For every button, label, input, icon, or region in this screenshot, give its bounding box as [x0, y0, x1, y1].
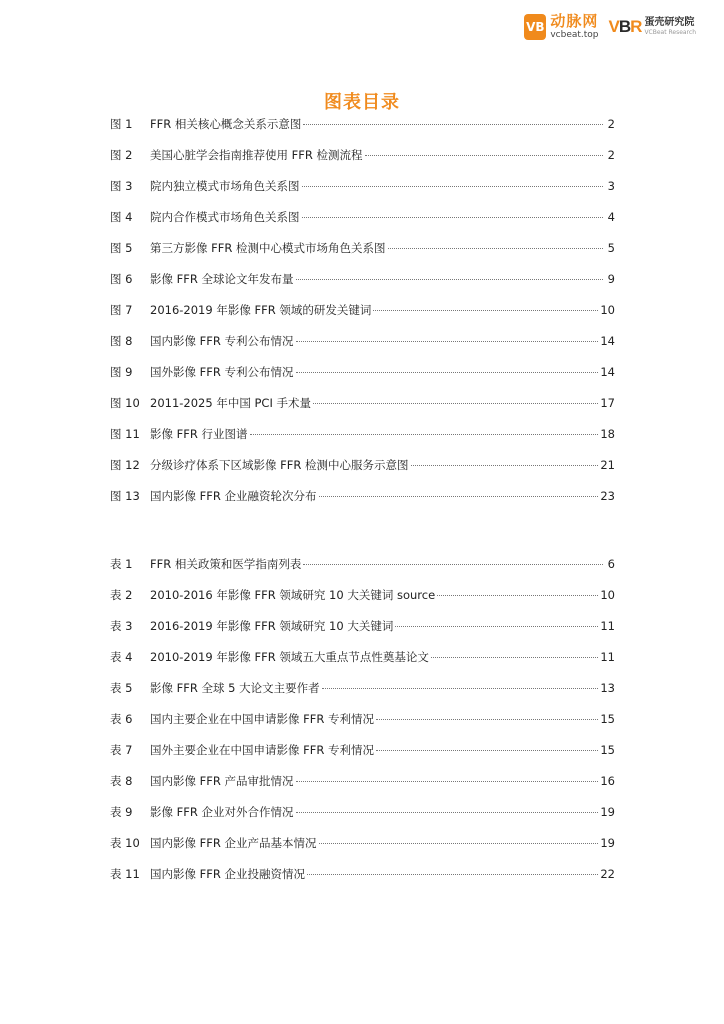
- dot-leader: [296, 278, 603, 280]
- entry-title: 影像 FFR 行业图谱: [150, 427, 248, 441]
- dot-leader: [376, 749, 598, 751]
- table-entry[interactable]: [110, 618, 615, 649]
- table-entry[interactable]: [110, 804, 615, 835]
- dot-leader: [250, 433, 599, 435]
- vcbeat-research-logo: [609, 17, 696, 37]
- entry-page: 13: [600, 681, 615, 695]
- figure-entry[interactable]: [110, 395, 615, 426]
- entry-number: 图 1: [110, 117, 133, 131]
- entry-number: 图 6: [110, 272, 133, 286]
- entry-page: 14: [600, 334, 615, 348]
- dot-leader: [395, 625, 598, 627]
- dot-leader: [296, 780, 599, 782]
- dot-leader: [376, 718, 598, 720]
- entry-page: 9: [607, 272, 615, 286]
- table-entry[interactable]: [110, 742, 615, 773]
- entry-title: 国内主要企业在中国申请影像 FFR 专利情况: [150, 712, 375, 726]
- entry-title: 国内影像 FFR 企业融资轮次分布: [150, 489, 317, 503]
- figure-entry[interactable]: [110, 178, 615, 209]
- entry-title: 影像 FFR 全球论文年发布量: [150, 272, 294, 286]
- entry-number: 表 2: [110, 588, 133, 602]
- entry-number: 表 6: [110, 712, 133, 726]
- entry-title: 2010-2019 年影像 FFR 领域五大重点节点性奠基论文: [150, 650, 429, 664]
- table-entry[interactable]: [110, 711, 615, 742]
- entry-number: 表 10: [110, 836, 140, 850]
- figure-entry[interactable]: [110, 240, 615, 271]
- dot-leader: [319, 495, 599, 497]
- entry-page: 23: [600, 489, 615, 503]
- entry-number: 表 5: [110, 681, 133, 695]
- dot-leader: [322, 687, 599, 689]
- entry-number: 图 8: [110, 334, 133, 348]
- dot-leader: [365, 154, 603, 156]
- dot-leader: [302, 216, 604, 218]
- dot-leader: [296, 340, 599, 342]
- entry-page: 15: [600, 743, 615, 757]
- table-entry[interactable]: [110, 680, 615, 711]
- entry-title: 分级诊疗体系下区域影像 FFR 检测中心服务示意图: [150, 458, 409, 472]
- entry-page: 14: [600, 365, 615, 379]
- entry-title: FFR 相关政策和医学指南列表: [150, 557, 302, 571]
- entry-page: 19: [600, 836, 615, 850]
- entry-number: 图 7: [110, 303, 133, 317]
- dot-leader: [319, 842, 599, 844]
- entry-title: FFR 相关核心概念关系示意图: [150, 117, 302, 131]
- entry-title: 国外影像 FFR 专利公布情况: [150, 365, 294, 379]
- table-entry[interactable]: [110, 587, 615, 618]
- dot-leader: [313, 402, 598, 404]
- entry-title: 美国心脏学会指南推荐使用 FFR 检测流程: [150, 148, 363, 162]
- figure-entry[interactable]: [110, 302, 615, 333]
- dot-leader: [296, 811, 599, 813]
- dot-leader: [303, 563, 603, 565]
- entry-page: 21: [600, 458, 615, 472]
- vbr-logo-mark: VBR: [608, 17, 642, 36]
- entry-number: 图 9: [110, 365, 133, 379]
- entry-number: 表 3: [110, 619, 133, 633]
- entry-number: 图 11: [110, 427, 140, 441]
- table-list: [110, 556, 615, 897]
- entry-page: 22: [600, 867, 615, 881]
- entry-title: 影像 FFR 企业对外合作情况: [150, 805, 294, 819]
- dot-leader: [388, 247, 603, 249]
- vbr-logo-cn: 蛋壳研究院: [644, 17, 695, 28]
- figure-list: [110, 116, 615, 519]
- entry-title: 院内独立模式市场角色关系图: [150, 179, 300, 193]
- dot-leader: [373, 309, 598, 311]
- entry-number: 图 13: [110, 489, 140, 503]
- entry-number: 图 4: [110, 210, 133, 224]
- entry-page: 17: [600, 396, 615, 410]
- table-entry[interactable]: [110, 649, 615, 680]
- entry-number: 图 2: [110, 148, 133, 162]
- dot-leader: [307, 873, 598, 875]
- figure-entry[interactable]: [110, 426, 615, 457]
- page-title: 图表目录: [324, 92, 400, 113]
- entry-number: 图 10: [110, 396, 140, 410]
- entry-title: 国外主要企业在中国申请影像 FFR 专利情况: [150, 743, 375, 757]
- header-logos: [524, 14, 696, 40]
- entry-title: 院内合作模式市场角色关系图: [150, 210, 300, 224]
- entry-number: 图 3: [110, 179, 133, 193]
- entry-title: 影像 FFR 全球 5 大论文主要作者: [150, 681, 320, 695]
- dot-leader: [437, 594, 598, 596]
- entry-title: 2011-2025 年中国 PCI 手术量: [150, 396, 312, 410]
- vcbeat-logo-cn: 动脉网: [550, 12, 599, 30]
- entry-number: 图 12: [110, 458, 140, 472]
- figure-entry[interactable]: [110, 488, 615, 519]
- dot-leader: [303, 123, 603, 125]
- entry-number: 图 5: [110, 241, 133, 255]
- entry-number: 表 11: [110, 867, 140, 881]
- vcbeat-logo: [524, 14, 598, 40]
- entry-title: 国内影像 FFR 产品审批情况: [150, 774, 294, 788]
- figure-entry[interactable]: [110, 333, 615, 364]
- vbr-logo-en: VCBeat Research: [644, 29, 696, 36]
- dot-leader: [296, 371, 599, 373]
- table-entry[interactable]: [110, 835, 615, 866]
- entry-title: 2010-2016 年影像 FFR 领域研究 10 大关键词 source: [150, 588, 436, 602]
- entry-title: 第三方影像 FFR 检测中心模式市场角色关系图: [150, 241, 386, 255]
- figure-entry[interactable]: [110, 147, 615, 178]
- entry-title: 国内影像 FFR 企业投融资情况: [150, 867, 306, 881]
- entry-page: 16: [600, 774, 615, 788]
- entry-number: 表 1: [110, 557, 133, 571]
- entry-page: 10: [600, 588, 615, 602]
- table-entry[interactable]: [110, 773, 615, 804]
- entry-number: 表 9: [110, 805, 133, 819]
- figure-entry[interactable]: [110, 209, 615, 240]
- entry-title: 2016-2019 年影像 FFR 领域研究 10 大关键词: [150, 619, 394, 633]
- table-entry[interactable]: [110, 556, 615, 587]
- figure-entry[interactable]: [110, 364, 615, 395]
- table-entry[interactable]: [110, 866, 615, 897]
- dot-leader: [431, 656, 598, 658]
- entry-page: 2: [607, 148, 615, 162]
- entry-page: 18: [600, 427, 615, 441]
- vcbeat-logo-en: vcbeat.top: [550, 30, 599, 40]
- entry-page: 4: [607, 210, 615, 224]
- entry-title: 2016-2019 年影像 FFR 领域的研发关键词: [150, 303, 372, 317]
- figure-entry[interactable]: [110, 116, 615, 147]
- entry-number: 表 4: [110, 650, 133, 664]
- entry-title: 国内影像 FFR 企业产品基本情况: [150, 836, 317, 850]
- entry-page: 5: [607, 241, 615, 255]
- entry-page: 11: [600, 650, 615, 664]
- dot-leader: [411, 464, 599, 466]
- figure-entry[interactable]: [110, 457, 615, 488]
- vcbeat-logo-mark: VB: [524, 14, 546, 40]
- entry-page: 3: [607, 179, 615, 193]
- entry-page: 11: [600, 619, 615, 633]
- entry-page: 2: [607, 117, 615, 131]
- entry-page: 19: [600, 805, 615, 819]
- entry-number: 表 7: [110, 743, 133, 757]
- entry-page: 10: [600, 303, 615, 317]
- figure-entry[interactable]: [110, 271, 615, 302]
- entry-number: 表 8: [110, 774, 133, 788]
- entry-page: 15: [600, 712, 615, 726]
- dot-leader: [302, 185, 604, 187]
- entry-page: 6: [607, 557, 615, 571]
- entry-title: 国内影像 FFR 专利公布情况: [150, 334, 294, 348]
